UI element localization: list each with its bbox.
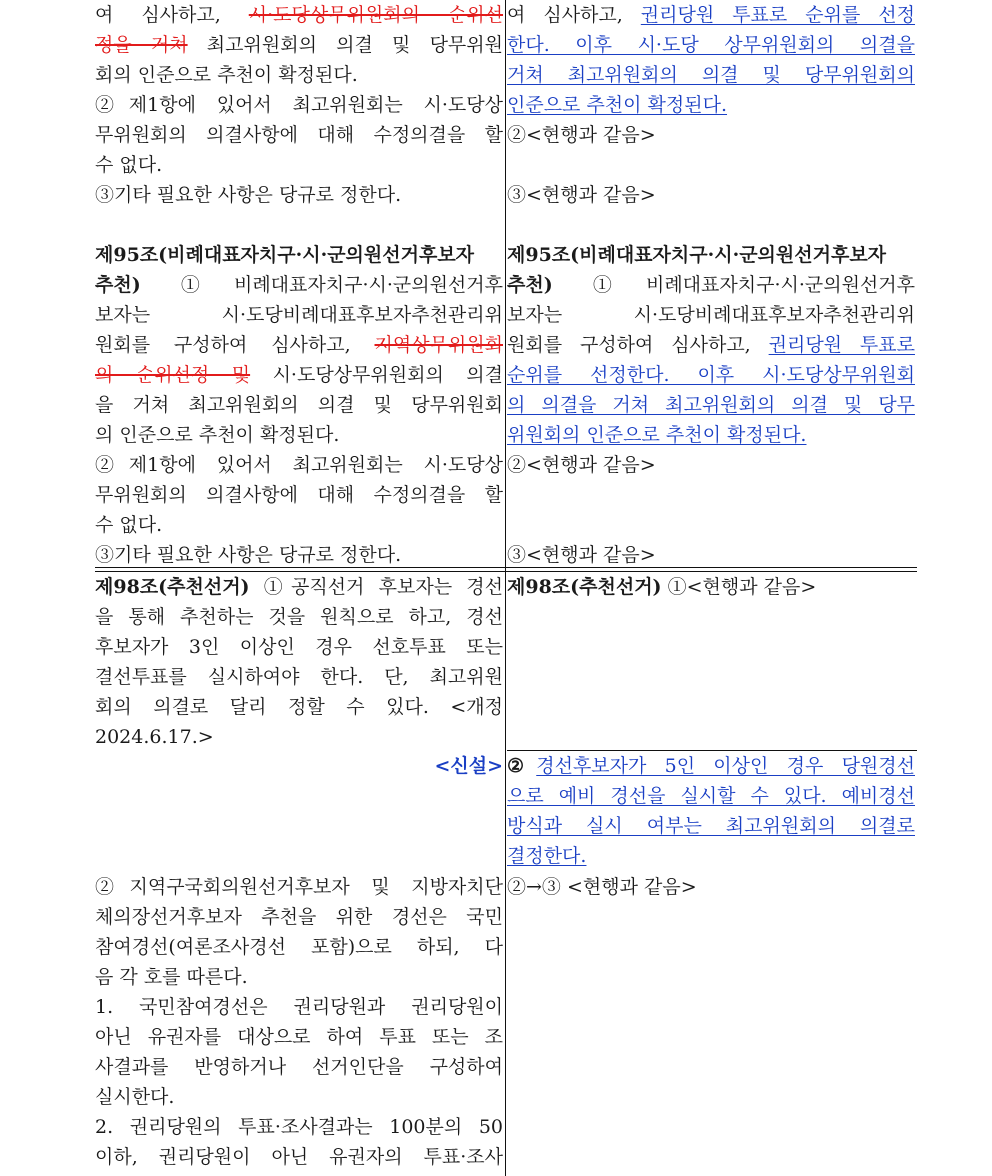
- left-line: 2024.6.17.>: [95, 726, 214, 748]
- article-95-title: 제95조(비례대표자치구·시·군의원선거후보자: [95, 244, 475, 266]
- left-line: 정을 거쳐 최고위원회의 의결 및 당무위원: [95, 34, 503, 56]
- new-clause-tag: <신설>: [434, 755, 503, 777]
- left-line: 이하, 권리당원이 아닌 유권자의 투표·조사: [95, 1146, 503, 1168]
- right-line: 제98조(추천선거) ①<현행과 같음>: [507, 576, 817, 598]
- inserted-text: 한다. 이후 시·도당 상무위원회의 의결을: [507, 34, 915, 56]
- left-line: ②제1항에 있어서 최고위원회는 시·도당상: [95, 94, 503, 116]
- deleted-text: 지역상무위원회: [374, 334, 503, 356]
- inserted-text: 경선후보자가 5인 이상인 경우 당원경선: [536, 755, 915, 777]
- left-line: 후보자가 3인 이상인 경우 선호투표 또는: [95, 636, 503, 658]
- left-line: 결선투표를 실시하여야 한다. 단, 최고위원: [95, 666, 503, 688]
- deleted-text: 의 순위선정 및: [95, 364, 251, 386]
- left-line: 1. 국민참여경선은 권리당원과 권리당원이: [95, 996, 503, 1018]
- inserted-text: 의 의결을 거쳐 최고위원회의 의결 및 당무: [507, 394, 915, 416]
- left-line: 무위원회의 의결사항에 대해 수정의결을 할: [95, 124, 503, 146]
- left-line: 실시한다.: [95, 1086, 175, 1108]
- left-line: 2. 권리당원의 투표·조사결과는 100분의 50: [95, 1116, 503, 1138]
- right-line: ②<현행과 같음>: [507, 454, 656, 476]
- inserted-text: 으로 예비 경선을 실시할 수 있다. 예비경선: [507, 785, 915, 807]
- article-98-title: 제98조(추천선거): [95, 576, 250, 598]
- left-line: 사결과를 반영하거나 선거인단을 구성하여: [95, 1056, 503, 1078]
- left-line: ③기타 필요한 사항은 당규로 정한다.: [95, 544, 402, 566]
- inserted-text: 인준으로 추천이 확정된다.: [507, 94, 728, 116]
- left-line: 추천) ①비례대표자치구·시·군의원선거후: [95, 274, 503, 296]
- left-line: 체의장선거후보자 추천을 위한 경선은 국민: [95, 906, 503, 928]
- left-line: 수 없다.: [95, 514, 163, 536]
- left-line: 제98조(추천선거) ①공직선거 후보자는 경선: [95, 576, 503, 598]
- left-line: 무위원회의 의결사항에 대해 수정의결을 할: [95, 484, 503, 506]
- left-line: 의 인준으로 추천이 확정된다.: [95, 424, 340, 446]
- right-line: ③<현행과 같음>: [507, 184, 656, 206]
- left-line: 회의 인준으로 추천이 확정된다.: [95, 64, 358, 86]
- inserted-text: 방식과 실시 여부는 최고위원회의 의결로: [507, 815, 915, 837]
- left-line: 아닌 유권자를 대상으로 하여 투표 또는 조: [95, 1026, 503, 1048]
- right-line: 보자는 시·도당비례대표후보자추천관리위: [507, 304, 915, 326]
- left-line: ③기타 필요한 사항은 당규로 정한다.: [95, 184, 402, 206]
- right-line: 원회를 구성하여 심사하고, 권리당원 투표로: [507, 334, 915, 356]
- right-line: ②→③ <현행과 같음>: [507, 876, 697, 898]
- inserted-text: 위원회의 인준으로 추천이 확정된다.: [507, 424, 807, 446]
- left-line: 원회를 구성하여 심사하고, 지역상무위원회: [95, 334, 503, 356]
- right-line: ③<현행과 같음>: [507, 544, 656, 566]
- left-line: 을 통해 추천하는 것을 원칙으로 하고, 경선: [95, 606, 503, 628]
- left-line: 참여경선(여론조사경선 포함)으로 하되, 다: [95, 936, 503, 958]
- deleted-text: 시·도당상무위원회의 순위선: [248, 4, 504, 26]
- right-line: ②<현행과 같음>: [507, 124, 656, 146]
- column-divider: [505, 0, 506, 1176]
- inserted-text: 거쳐 최고위원회의 의결 및 당무위원회의: [507, 64, 915, 86]
- left-line: ②제1항에 있어서 최고위원회는 시·도당상: [95, 454, 503, 476]
- left-line: 을 거쳐 최고위원회의 의결 및 당무위원회: [95, 394, 503, 416]
- left-line: 보자는 시·도당비례대표후보자추천관리위: [95, 304, 503, 326]
- inserted-text: 권리당원 투표로 순위를 선정: [640, 4, 916, 26]
- left-line: 음 각 호를 따른다.: [95, 966, 248, 988]
- left-line: 여 심사하고, 시·도당상무위원회의 순위선: [95, 4, 504, 26]
- left-line: 의 순위선정 및 시·도당상무위원회의 의결: [95, 364, 503, 386]
- left-line: ②지역구국회의원선거후보자 및 지방자치단: [95, 876, 503, 898]
- article-95-title: 제95조(비례대표자치구·시·군의원선거후보자: [507, 244, 887, 266]
- article-98-title: 제98조(추천선거): [507, 576, 662, 598]
- right-line: ②경선후보자가 5인 이상인 경우 당원경선: [507, 755, 915, 777]
- inserted-text: 결정한다.: [507, 845, 587, 867]
- inserted-text: 순위를 선정한다. 이후 시·도당상무위원회: [507, 364, 915, 386]
- deleted-text: 정을 거쳐: [95, 34, 188, 56]
- left-line: 회의 의결로 달리 정할 수 있다. <개정: [95, 696, 503, 718]
- inserted-text: 권리당원 투표로: [768, 334, 915, 356]
- right-line: 추천) ①비례대표자치구·시·군의원선거후: [507, 274, 915, 296]
- left-line: 수 없다.: [95, 154, 163, 176]
- right-line: 여 심사하고, 권리당원 투표로 순위를 선정: [507, 4, 916, 26]
